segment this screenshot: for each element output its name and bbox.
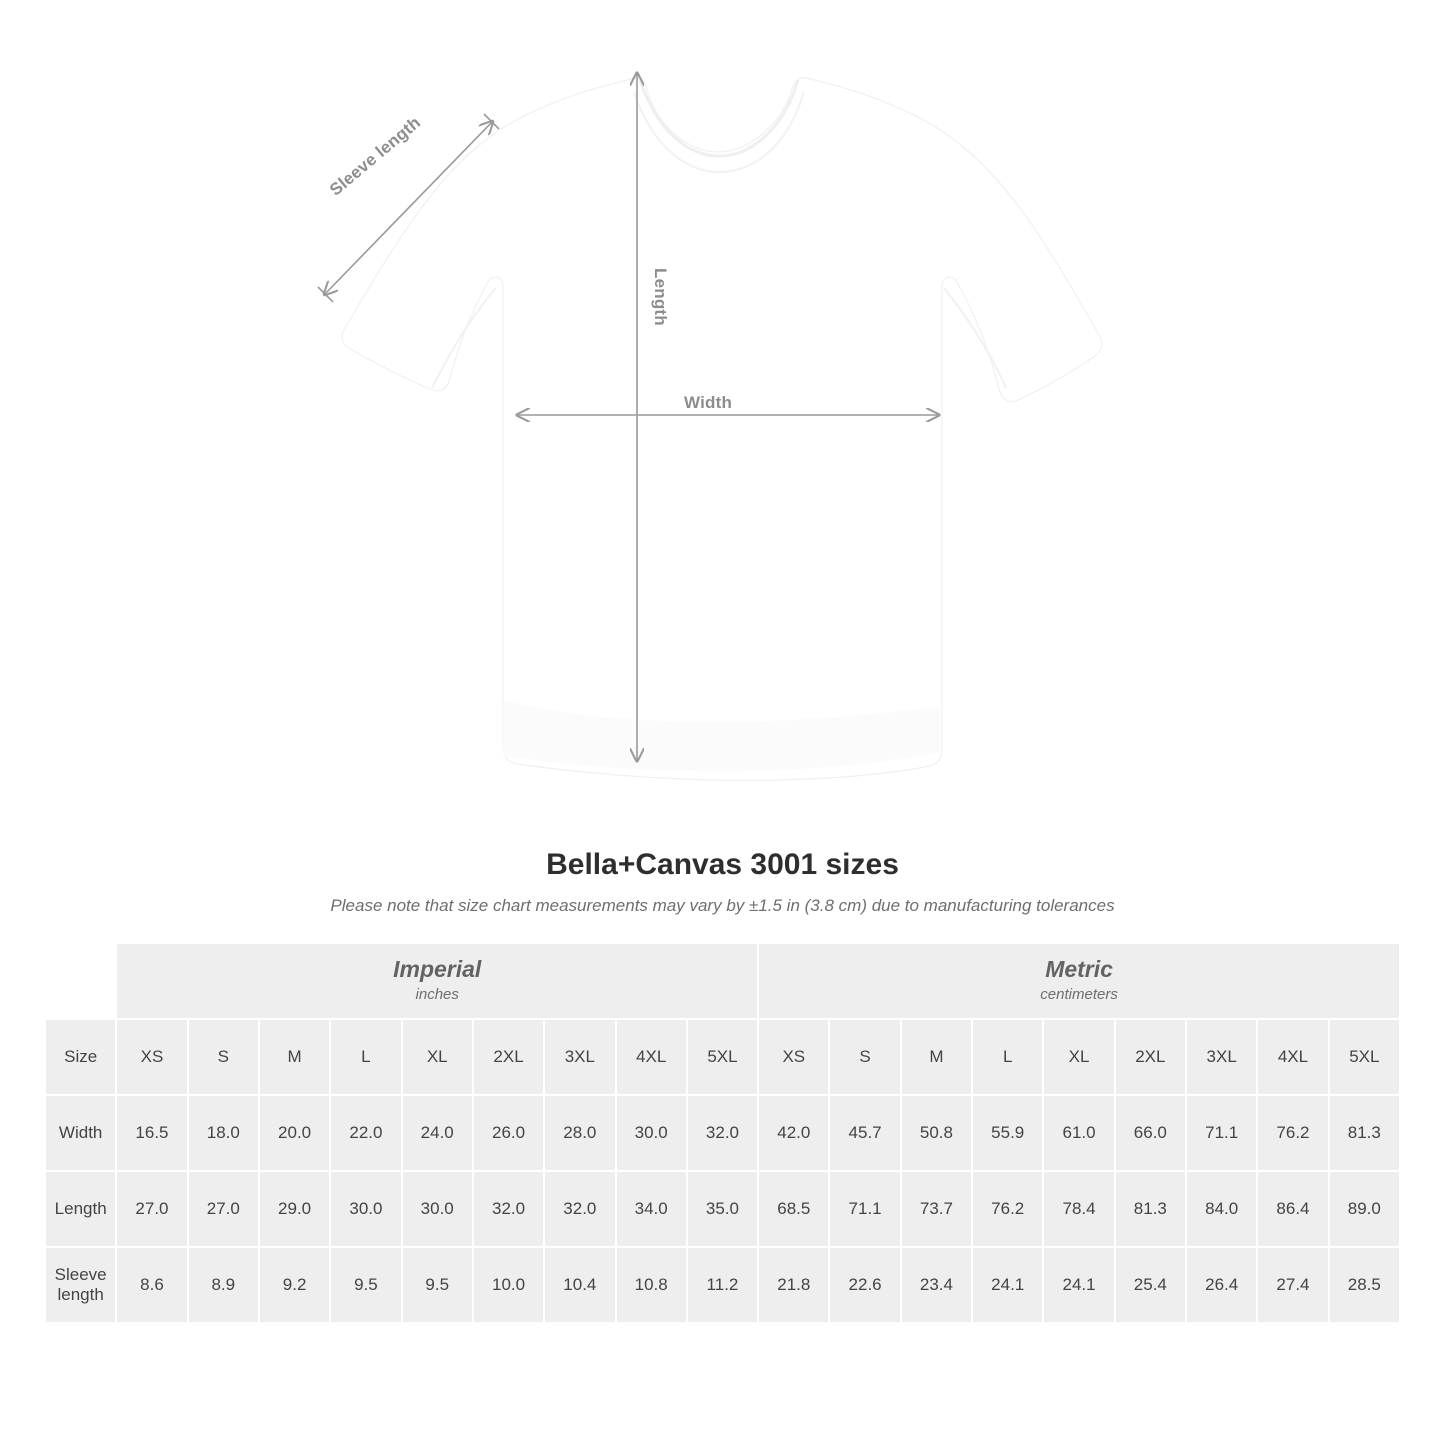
cell-width-metric-s: 45.7: [830, 1096, 899, 1170]
cell-sleeve-metric-xl: 24.1: [1044, 1248, 1113, 1322]
unit-header-imperial: [117, 944, 757, 1018]
cell-length-imperial-xs: 27.0: [117, 1172, 186, 1246]
cell-sleeve-imperial-l: 9.5: [331, 1248, 400, 1322]
size-header-metric-m: M: [902, 1020, 971, 1094]
cell-length-metric-s: 71.1: [830, 1172, 899, 1246]
cell-length-metric-m: 73.7: [902, 1172, 971, 1246]
table-unit-header-row: [46, 944, 1399, 1018]
cell-sleeve-metric-4xl: 27.4: [1258, 1248, 1327, 1322]
cell-width-metric-4xl: 76.2: [1258, 1096, 1327, 1170]
cell-length-metric-3xl: 84.0: [1187, 1172, 1256, 1246]
table-row: [46, 1096, 1399, 1170]
unit-name-metric: Metric: [1045, 955, 1113, 982]
row-label-sleeve-length: Sleeve length: [46, 1248, 115, 1322]
width-label: Width: [676, 393, 740, 413]
unit-spacer-cell: [46, 944, 115, 1018]
size-header-label: Size: [46, 1020, 115, 1094]
size-header-imperial-5xl: 5XL: [688, 1020, 757, 1094]
cell-width-imperial-m: 20.0: [260, 1096, 329, 1170]
unit-header-metric: [759, 944, 1399, 1018]
cell-sleeve-imperial-5xl: 11.2: [688, 1248, 757, 1322]
row-label-length: Length: [46, 1172, 115, 1246]
unit-sub-imperial: inches: [415, 986, 459, 1004]
size-header-metric-5xl: 5XL: [1330, 1020, 1399, 1094]
cell-length-imperial-m: 29.0: [260, 1172, 329, 1246]
size-header-metric-l: L: [973, 1020, 1042, 1094]
size-table-wrap: [44, 942, 1401, 1324]
unit-name-imperial: Imperial: [393, 955, 482, 982]
unit-sub-metric: centimeters: [1040, 986, 1118, 1004]
cell-sleeve-metric-m: 23.4: [902, 1248, 971, 1322]
cell-length-metric-4xl: 86.4: [1258, 1172, 1327, 1246]
cell-sleeve-metric-5xl: 28.5: [1330, 1248, 1399, 1322]
cell-length-metric-xs: 68.5: [759, 1172, 828, 1246]
cell-width-metric-m: 50.8: [902, 1096, 971, 1170]
tolerance-note: Please note that size chart measurements may vary by ±1.5 in (3.8 cm) due to manufacturing tolerances: [330, 896, 1115, 915]
table-row: [46, 1248, 1399, 1322]
cell-width-imperial-4xl: 30.0: [617, 1096, 686, 1170]
size-header-imperial-3xl: 3XL: [545, 1020, 614, 1094]
cell-sleeve-imperial-3xl: 10.4: [545, 1248, 614, 1322]
cell-width-imperial-3xl: 28.0: [545, 1096, 614, 1170]
size-header-metric-4xl: 4XL: [1258, 1020, 1327, 1094]
size-header-metric-s: S: [830, 1020, 899, 1094]
cell-sleeve-metric-xs: 21.8: [759, 1248, 828, 1322]
cell-length-imperial-xl: 30.0: [403, 1172, 472, 1246]
size-table: [44, 942, 1401, 1324]
cell-width-metric-xl: 61.0: [1044, 1096, 1113, 1170]
table-size-header-row: [46, 1020, 1399, 1094]
cell-width-imperial-xs: 16.5: [117, 1096, 186, 1170]
cell-width-imperial-xl: 24.0: [403, 1096, 472, 1170]
cell-sleeve-metric-l: 24.1: [973, 1248, 1042, 1322]
cell-sleeve-imperial-xs: 8.6: [117, 1248, 186, 1322]
cell-length-imperial-l: 30.0: [331, 1172, 400, 1246]
size-header-metric-2xl: 2XL: [1116, 1020, 1185, 1094]
cell-width-metric-3xl: 71.1: [1187, 1096, 1256, 1170]
size-header-imperial-2xl: 2XL: [474, 1020, 543, 1094]
cell-width-metric-2xl: 66.0: [1116, 1096, 1185, 1170]
cell-width-imperial-2xl: 26.0: [474, 1096, 543, 1170]
cell-sleeve-metric-s: 22.6: [830, 1248, 899, 1322]
sleeve-length-label: Sleeve length: [326, 112, 425, 200]
length-label: Length: [651, 268, 670, 326]
cell-length-imperial-2xl: 32.0: [474, 1172, 543, 1246]
cell-sleeve-metric-3xl: 26.4: [1187, 1248, 1256, 1322]
cell-length-metric-xl: 78.4: [1044, 1172, 1113, 1246]
cell-length-imperial-s: 27.0: [189, 1172, 258, 1246]
cell-length-imperial-4xl: 34.0: [617, 1172, 686, 1246]
cell-width-metric-5xl: 81.3: [1330, 1096, 1399, 1170]
size-header-imperial-l: L: [331, 1020, 400, 1094]
cell-width-metric-xs: 42.0: [759, 1096, 828, 1170]
size-header-metric-xl: XL: [1044, 1020, 1113, 1094]
size-header-metric-xs: XS: [759, 1020, 828, 1094]
cell-length-metric-l: 76.2: [973, 1172, 1042, 1246]
cell-width-imperial-s: 18.0: [189, 1096, 258, 1170]
size-header-imperial-xs: XS: [117, 1020, 186, 1094]
row-label-width: Width: [46, 1096, 115, 1170]
cell-sleeve-imperial-s: 8.9: [189, 1248, 258, 1322]
cell-sleeve-imperial-xl: 9.5: [403, 1248, 472, 1322]
chart-heading: [0, 848, 1445, 916]
cell-sleeve-imperial-4xl: 10.8: [617, 1248, 686, 1322]
cell-width-imperial-5xl: 32.0: [688, 1096, 757, 1170]
cell-width-metric-l: 55.9: [973, 1096, 1042, 1170]
cell-length-metric-2xl: 81.3: [1116, 1172, 1185, 1246]
size-header-imperial-m: M: [260, 1020, 329, 1094]
cell-sleeve-metric-2xl: 25.4: [1116, 1248, 1185, 1322]
size-header-metric-3xl: 3XL: [1187, 1020, 1256, 1094]
page-title: Bella+Canvas 3001 sizes: [546, 848, 899, 881]
cell-width-imperial-l: 22.0: [331, 1096, 400, 1170]
size-header-imperial-xl: XL: [403, 1020, 472, 1094]
cell-length-imperial-3xl: 32.0: [545, 1172, 614, 1246]
cell-length-imperial-5xl: 35.0: [688, 1172, 757, 1246]
cell-sleeve-imperial-m: 9.2: [260, 1248, 329, 1322]
size-header-imperial-s: S: [189, 1020, 258, 1094]
size-header-imperial-4xl: 4XL: [617, 1020, 686, 1094]
cell-sleeve-imperial-2xl: 10.0: [474, 1248, 543, 1322]
table-row: [46, 1172, 1399, 1246]
cell-length-metric-5xl: 89.0: [1330, 1172, 1399, 1246]
